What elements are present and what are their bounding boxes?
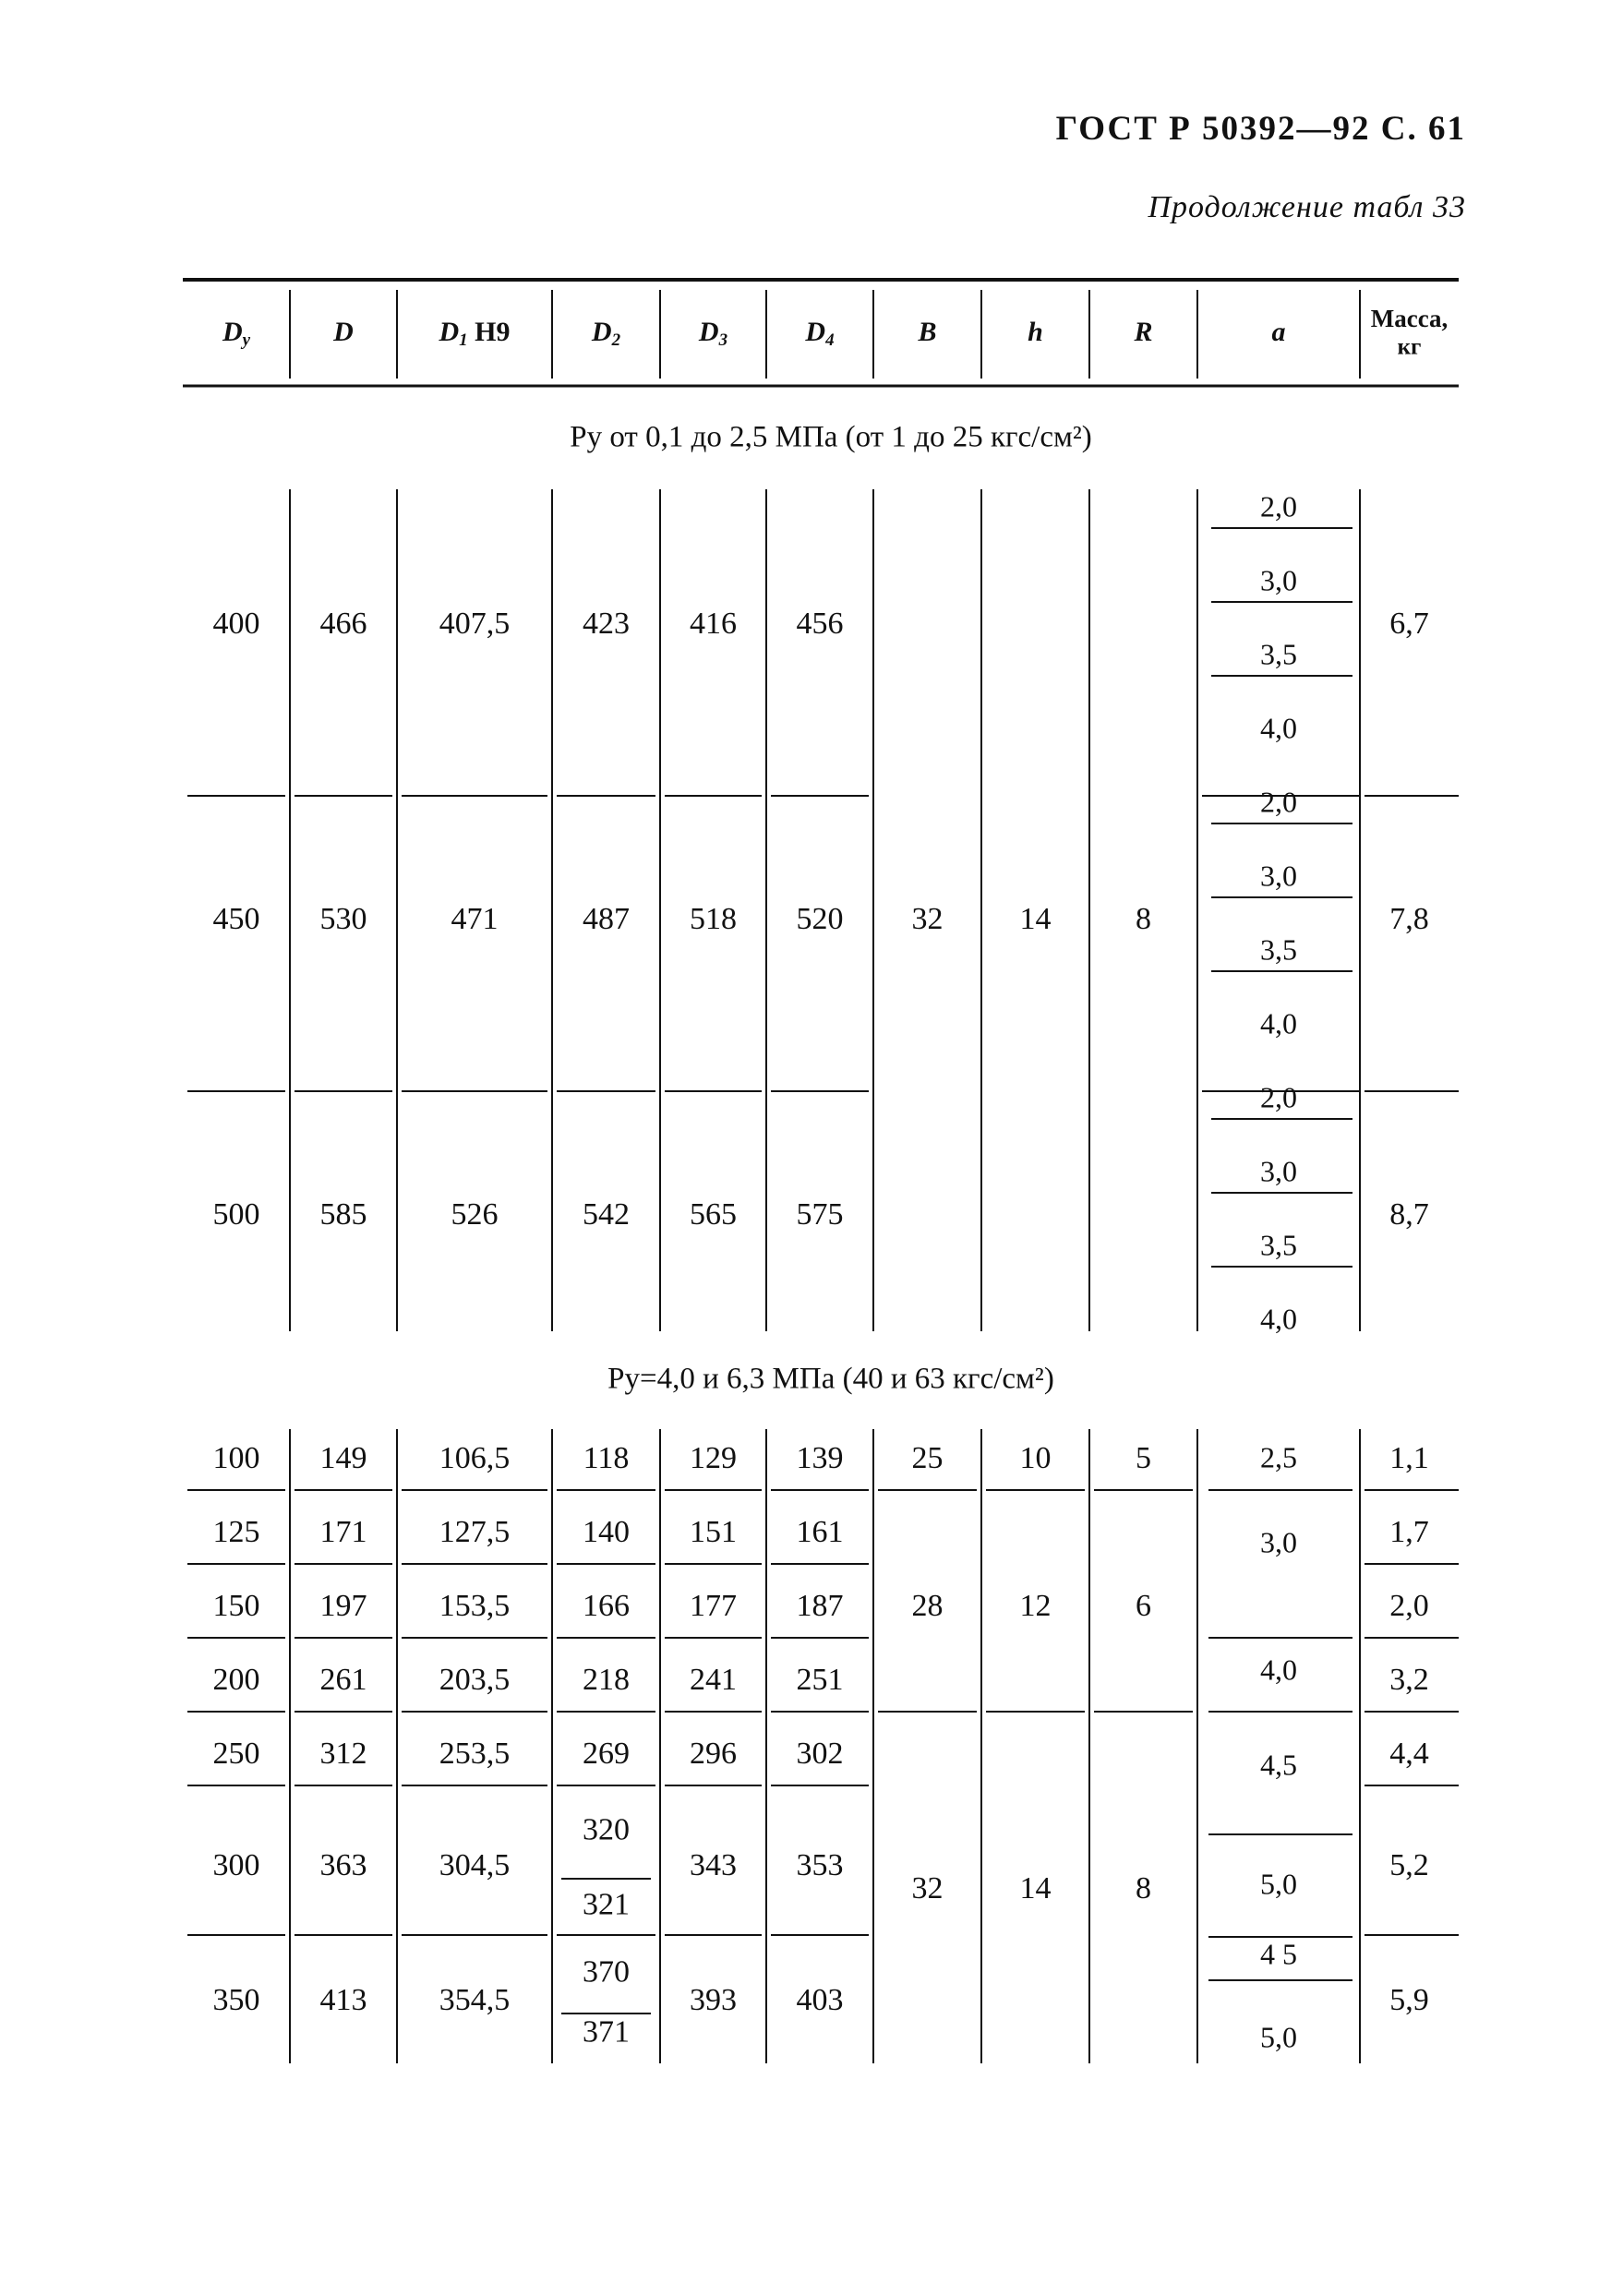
cell-a: 4,0 bbox=[1260, 711, 1297, 745]
cell-d4: 187 bbox=[796, 1588, 844, 1623]
cell-d1: 153,5 bbox=[439, 1588, 511, 1623]
cell-a: 3,5 bbox=[1260, 637, 1297, 671]
cell-d1: 354,5 bbox=[439, 1982, 511, 2017]
cell-dy: 200 bbox=[212, 1662, 260, 1697]
cell-mass: 8,7 bbox=[1389, 1196, 1429, 1232]
cell-d2: 140 bbox=[583, 1514, 630, 1549]
cell-dy: 400 bbox=[212, 606, 260, 641]
cell-d2: 320 bbox=[583, 1812, 630, 1847]
cell-r-merged: 8 bbox=[1136, 901, 1151, 936]
cell-a: 3,0 bbox=[1260, 859, 1297, 893]
cell-dy: 100 bbox=[212, 1440, 260, 1475]
cell-a: 4,5 bbox=[1260, 1748, 1297, 1782]
cell-a: 4,0 bbox=[1260, 1302, 1297, 1336]
cell-d2: 269 bbox=[583, 1736, 630, 1771]
cell-d4: 161 bbox=[796, 1514, 844, 1549]
cell-dy: 450 bbox=[212, 901, 260, 936]
cell-mass: 3,2 bbox=[1389, 1662, 1429, 1697]
cell-a: 2,5 bbox=[1260, 1440, 1297, 1474]
cell-r-group: 6 bbox=[1136, 1588, 1151, 1623]
cell-d: 171 bbox=[319, 1514, 367, 1549]
column-header-d4: $D_4$ bbox=[805, 316, 835, 351]
cell-d1: 106,5 bbox=[439, 1440, 511, 1475]
cell-mass: 5,2 bbox=[1389, 1847, 1429, 1882]
cell-d4: 251 bbox=[796, 1662, 844, 1697]
cell-d2: 423 bbox=[583, 606, 630, 641]
column-header-b: B bbox=[918, 316, 937, 347]
cell-d1: 253,5 bbox=[439, 1736, 511, 1771]
cell-d3: 393 bbox=[690, 1982, 737, 2017]
cell-b-group: 28 bbox=[911, 1588, 944, 1623]
cell-mass: 4,4 bbox=[1389, 1736, 1429, 1771]
column-header-a: a bbox=[1271, 316, 1286, 347]
cell-dy: 500 bbox=[212, 1196, 260, 1232]
cell-h-merged: 14 bbox=[1019, 901, 1052, 936]
cell-d4: 302 bbox=[796, 1736, 844, 1771]
cell-d4: 575 bbox=[796, 1196, 844, 1232]
cell-mass: 1,1 bbox=[1389, 1440, 1429, 1475]
cell-d: 413 bbox=[319, 1982, 367, 2017]
column-header-r: R bbox=[1134, 316, 1153, 347]
cell-mass: 5,9 bbox=[1389, 1982, 1429, 2017]
cell-h-group: 12 bbox=[1019, 1588, 1052, 1623]
cell-d4: 456 bbox=[796, 606, 844, 641]
cell-dy: 250 bbox=[212, 1736, 260, 1771]
cell-h-group: 14 bbox=[1019, 1870, 1052, 1905]
cell-d1: 526 bbox=[451, 1196, 499, 1232]
cell-d1: 407,5 bbox=[439, 606, 511, 641]
cell-d3: 296 bbox=[690, 1736, 737, 1771]
cell-d2: 542 bbox=[583, 1196, 630, 1232]
column-header-dy: $D_у$ bbox=[222, 316, 251, 351]
cell-d: 530 bbox=[319, 901, 367, 936]
column-header-mass-unit: кг bbox=[1397, 334, 1422, 360]
cell-a: 3,5 bbox=[1260, 1228, 1297, 1262]
cell-d3: 151 bbox=[690, 1514, 737, 1549]
table-continuation-caption: Продолжение табл 33 bbox=[1148, 190, 1466, 224]
cell-d: 466 bbox=[319, 606, 367, 641]
cell-b-merged: 32 bbox=[911, 901, 944, 936]
cell-d1: 127,5 bbox=[439, 1514, 511, 1549]
cell-a: 3,0 bbox=[1260, 1525, 1297, 1559]
cell-r-group: 8 bbox=[1136, 1870, 1151, 1905]
cell-a: 4,0 bbox=[1260, 1006, 1297, 1040]
cell-mass: 2,0 bbox=[1389, 1588, 1429, 1623]
cell-d2: 321 bbox=[583, 1887, 630, 1922]
cell-d4: 520 bbox=[796, 901, 844, 936]
cell-d1: 471 bbox=[451, 901, 499, 936]
cell-d4: 139 bbox=[796, 1440, 844, 1475]
cell-a: 4 5 bbox=[1260, 1937, 1297, 1971]
cell-b-group: 32 bbox=[911, 1870, 944, 1905]
cell-mass: 7,8 bbox=[1389, 901, 1429, 936]
cell-r-group: 5 bbox=[1136, 1440, 1151, 1475]
cell-a: 4,0 bbox=[1260, 1653, 1297, 1687]
cell-d2: 371 bbox=[583, 2014, 630, 2050]
cell-h-group: 10 bbox=[1019, 1440, 1052, 1475]
cell-d: 312 bbox=[319, 1736, 367, 1771]
column-header-d: D bbox=[333, 316, 354, 347]
cell-a: 2,0 bbox=[1260, 785, 1297, 819]
column-header-mass: Масса, bbox=[1370, 305, 1449, 333]
cell-dy: 150 bbox=[212, 1588, 260, 1623]
cell-d: 149 bbox=[319, 1440, 367, 1475]
cell-d2: 118 bbox=[583, 1440, 630, 1475]
column-header-h: h bbox=[1028, 316, 1043, 347]
cell-a: 5,0 bbox=[1260, 2020, 1297, 2054]
cell-d: 363 bbox=[319, 1847, 367, 1882]
cell-a: 2,0 bbox=[1260, 489, 1297, 523]
section-title-high-pressure: Pу=4,0 и 6,3 МПа (40 и 63 кгс/см²) bbox=[607, 1362, 1054, 1396]
cell-d3: 343 bbox=[690, 1847, 737, 1882]
cell-d1: 304,5 bbox=[439, 1847, 511, 1882]
cell-d3: 518 bbox=[690, 901, 737, 936]
cell-d2: 370 bbox=[583, 1954, 630, 1989]
cell-d3: 416 bbox=[690, 606, 737, 641]
cell-dy: 125 bbox=[212, 1514, 260, 1549]
cell-dy: 350 bbox=[212, 1982, 260, 2017]
cell-d4: 403 bbox=[796, 1982, 844, 2017]
cell-mass: 6,7 bbox=[1389, 606, 1429, 641]
cell-d2: 218 bbox=[583, 1662, 630, 1697]
cell-dy: 300 bbox=[212, 1847, 260, 1882]
cell-d4: 353 bbox=[796, 1847, 844, 1882]
page-header: ГОСТ Р 50392—92 С. 61 bbox=[1055, 110, 1466, 148]
cell-mass: 1,7 bbox=[1389, 1514, 1429, 1549]
cell-a: 3,0 bbox=[1260, 1154, 1297, 1188]
cell-d3: 177 bbox=[690, 1588, 737, 1623]
cell-d3: 129 bbox=[690, 1440, 737, 1475]
cell-a: 2,0 bbox=[1260, 1080, 1297, 1114]
cell-b-group: 25 bbox=[911, 1440, 944, 1475]
section-title-low-pressure: Pу от 0,1 до 2,5 МПа (от 1 до 25 кгс/см²) bbox=[570, 420, 1092, 454]
cell-a: 5,0 bbox=[1260, 1867, 1297, 1901]
column-header-d3: $D_3$ bbox=[698, 316, 728, 351]
cell-d: 585 bbox=[319, 1196, 367, 1232]
cell-d: 261 bbox=[319, 1662, 367, 1697]
cell-d2: 487 bbox=[583, 901, 630, 936]
cell-a: 3,5 bbox=[1260, 932, 1297, 967]
column-header-d2: $D_2$ bbox=[591, 316, 621, 351]
cell-d3: 565 bbox=[690, 1196, 737, 1232]
cell-a: 3,0 bbox=[1260, 563, 1297, 597]
cell-d2: 166 bbox=[583, 1588, 630, 1623]
cell-d3: 241 bbox=[690, 1662, 737, 1697]
cell-d: 197 bbox=[319, 1588, 367, 1623]
cell-d1: 203,5 bbox=[439, 1662, 511, 1697]
column-header-d1: $D_1$ H9 bbox=[439, 316, 511, 351]
